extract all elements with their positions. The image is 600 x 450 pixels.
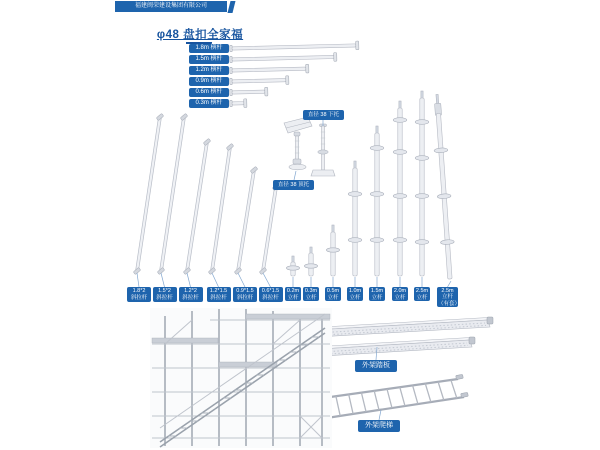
brace-size: 0.9*1.5 [236, 288, 254, 294]
upright-size: 2.5m [415, 288, 429, 294]
brace-type: 斜拉杆 [182, 294, 199, 301]
brace-size: 1.2*1.5 [209, 288, 228, 294]
brace-size: 0.6*1.5 [261, 288, 280, 294]
brace-type: 斜拉杆 [262, 294, 279, 301]
ledger-bar-0-9m [230, 76, 289, 86]
brace-size: 1.2*2 [184, 288, 197, 294]
ledger-bar-1-2m [230, 64, 309, 75]
diagonal-brace-4 [208, 143, 234, 274]
ledger-label-1-8m: 1.8m 横杆 [189, 44, 229, 53]
upright-type: 立杆 [287, 294, 299, 301]
ledger-label-0-9m: 0.9m 横杆 [189, 77, 229, 86]
upright-type: 立杆 [371, 294, 383, 301]
brace-label-1 [127, 287, 151, 302]
upright-type: 立杆 [349, 294, 361, 301]
brace-label-5 [233, 287, 257, 302]
upright-type: 立杆 [416, 294, 428, 301]
brace-size: 1.8*2 [132, 288, 146, 294]
upright-post-2-0m [393, 101, 407, 276]
top-jack-graphic [284, 117, 312, 170]
upright-label-2-0m [392, 287, 408, 301]
diagonal-brace-2 [157, 113, 188, 274]
upright-size: 0.2m [286, 288, 300, 294]
upright-type: 立杆 [327, 294, 339, 301]
page-title: φ48 盘扣全家福 [156, 29, 244, 41]
bottom-jack-graphic [311, 124, 335, 176]
upright-label-2-5m [414, 287, 430, 301]
brace-label-6 [259, 287, 283, 302]
upright-label-1-5m [369, 287, 385, 301]
diagonal-brace-3 [183, 138, 211, 274]
upright-size: 1.5m [370, 288, 384, 294]
ledger-label-0-6m: 0.6m 横杆 [189, 88, 229, 97]
upright-size: 0.3m [304, 288, 318, 294]
upright-size: 2.5m [441, 288, 454, 294]
upright-note: （有套） [438, 300, 461, 307]
ladder-graphic [316, 374, 468, 419]
upright-post-2-5m-sleeved [430, 94, 456, 279]
ledger-bar-0-3m [230, 99, 247, 108]
upright-label-2-5m-sleeved [437, 287, 461, 307]
upright-type: 立杆 [441, 294, 453, 301]
upright-size: 2.0m [393, 288, 407, 294]
upright-type: 立杆 [394, 294, 406, 301]
upright-label-0-5m [325, 287, 341, 301]
diagonal-brace-5 [234, 166, 258, 274]
ladder-label: 外架爬梯 [358, 420, 400, 432]
brace-type: 斜拉杆 [156, 294, 173, 301]
company-banner: 福建闽荣建设集团有限公司 [115, 1, 227, 12]
diagonal-brace-6 [259, 183, 280, 274]
ledger-bar-1-8m [230, 41, 359, 53]
upright-label-0-3m [303, 287, 319, 301]
upright-post-0-5m [326, 225, 339, 276]
upright-post-0-2m [286, 256, 299, 276]
brace-type: 斜拉杆 [210, 294, 227, 301]
walk-board-label: 外架踏板 [355, 360, 397, 372]
upright-post-1-0m [348, 161, 362, 276]
upright-type: 立杆 [305, 294, 317, 301]
scaffold-photo [150, 308, 332, 448]
upright-size: 1.0m [348, 288, 362, 294]
brace-label-3 [179, 287, 203, 302]
upright-label-0-2m [285, 287, 301, 301]
upright-post-2-5m [415, 91, 429, 276]
brace-label-2 [153, 287, 177, 302]
upright-label-1-0m [347, 287, 363, 301]
brace-type: 斜拉杆 [236, 294, 254, 301]
brace-label-4 [207, 287, 231, 302]
ledger-label-0-3m: 0.3m 横杆 [189, 99, 229, 108]
upright-size: 0.5m [326, 288, 340, 294]
brace-size: 1.5*2 [158, 288, 171, 294]
ledger-bar-1-5m [230, 53, 337, 64]
ledger-label-1-5m: 1.5m 横杆 [189, 55, 229, 64]
ledger-bar-0-6m [230, 87, 268, 97]
upright-post-0-3m [304, 247, 317, 276]
brace-type: 斜拉杆 [130, 294, 148, 301]
diagonal-brace-1 [133, 113, 164, 274]
ledger-label-1-2m: 1.2m 横杆 [189, 66, 229, 75]
bottom-jack-label: 直径 38 下托 [303, 110, 344, 120]
top-jack-label: 直径 38 顶托 [273, 180, 314, 190]
upright-post-1-5m [370, 126, 384, 276]
